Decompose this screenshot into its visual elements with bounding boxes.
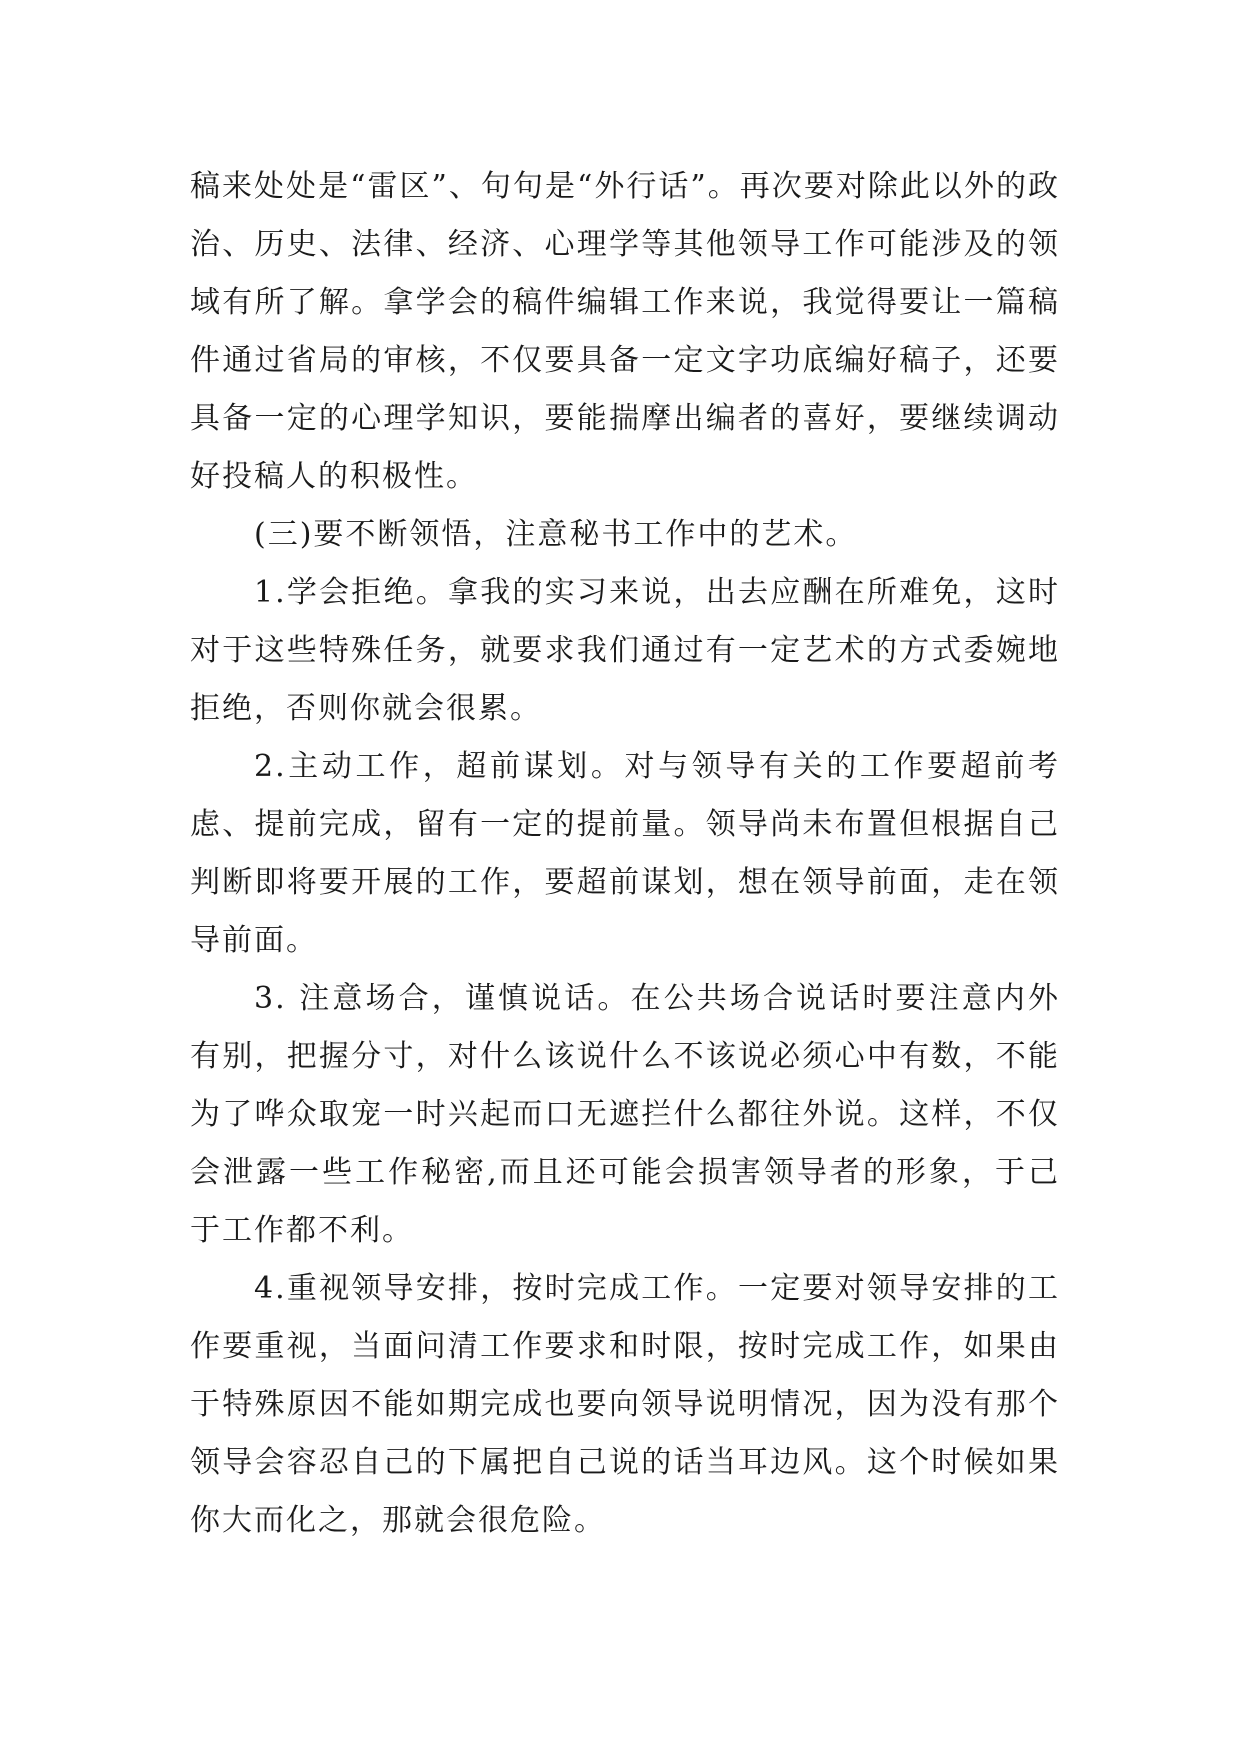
paragraph-item-4: 4.重视领导安排，按时完成工作。一定要对领导安排的工作要重视，当面问清工作要求和时限，按时完成工作，如果由于特殊原因不能如期完成也要向领导说明情况，因为没有那个领导会容忍自己的下属把自己说的话当耳边风。这个时候如果你大而化之，那就会很危险。 [190, 1271, 1060, 1538]
section-heading-3: (三)要不断领悟，注意秘书工作中的艺术。 [254, 517, 858, 552]
paragraph-item-2: 2.主动工作，超前谋划。对与领导有关的工作要超前考虑、提前完成，留有一定的提前量。领导尚未布置但根据自己判断即将要开展的工作，要超前谋划，想在领导前面，走在领导前面。 [190, 749, 1060, 958]
paragraph-continuation: 稿来处处是“雷区”、句句是“外行话”。再次要对除此以外的政治、历史、法律、经济、心理学等其他领导工作可能涉及的领域有所了解。拿学会的稿件编辑工作来说，我觉得要让一篇稿件通过省局的审核，不仅要具备一定文字功底编好稿子，还要具备一定的心理学知识，要能揣摩出编者的喜好，要继续调动好投稿人的积极性。 [190, 169, 1060, 494]
document-body [190, 158, 1060, 1550]
paragraph-item-1: 1.学会拒绝。拿我的实习来说，出去应酬在所难免，这时对于这些特殊任务，就要求我们通过有一定艺术的方式委婉地拒绝，否则你就会很累。 [190, 575, 1060, 726]
paragraph-item-3: 3. 注意场合，谨慎说话。在公共场合说话时要注意内外有别，把握分寸，对什么该说什么不该说必须心中有数，不能为了哗众取宠一时兴起而口无遮拦什么都往外说。这样，不仅会泄露一些工作秘密,而且还可能会损害领导者的形象，于己于工作都不利。 [190, 981, 1060, 1248]
